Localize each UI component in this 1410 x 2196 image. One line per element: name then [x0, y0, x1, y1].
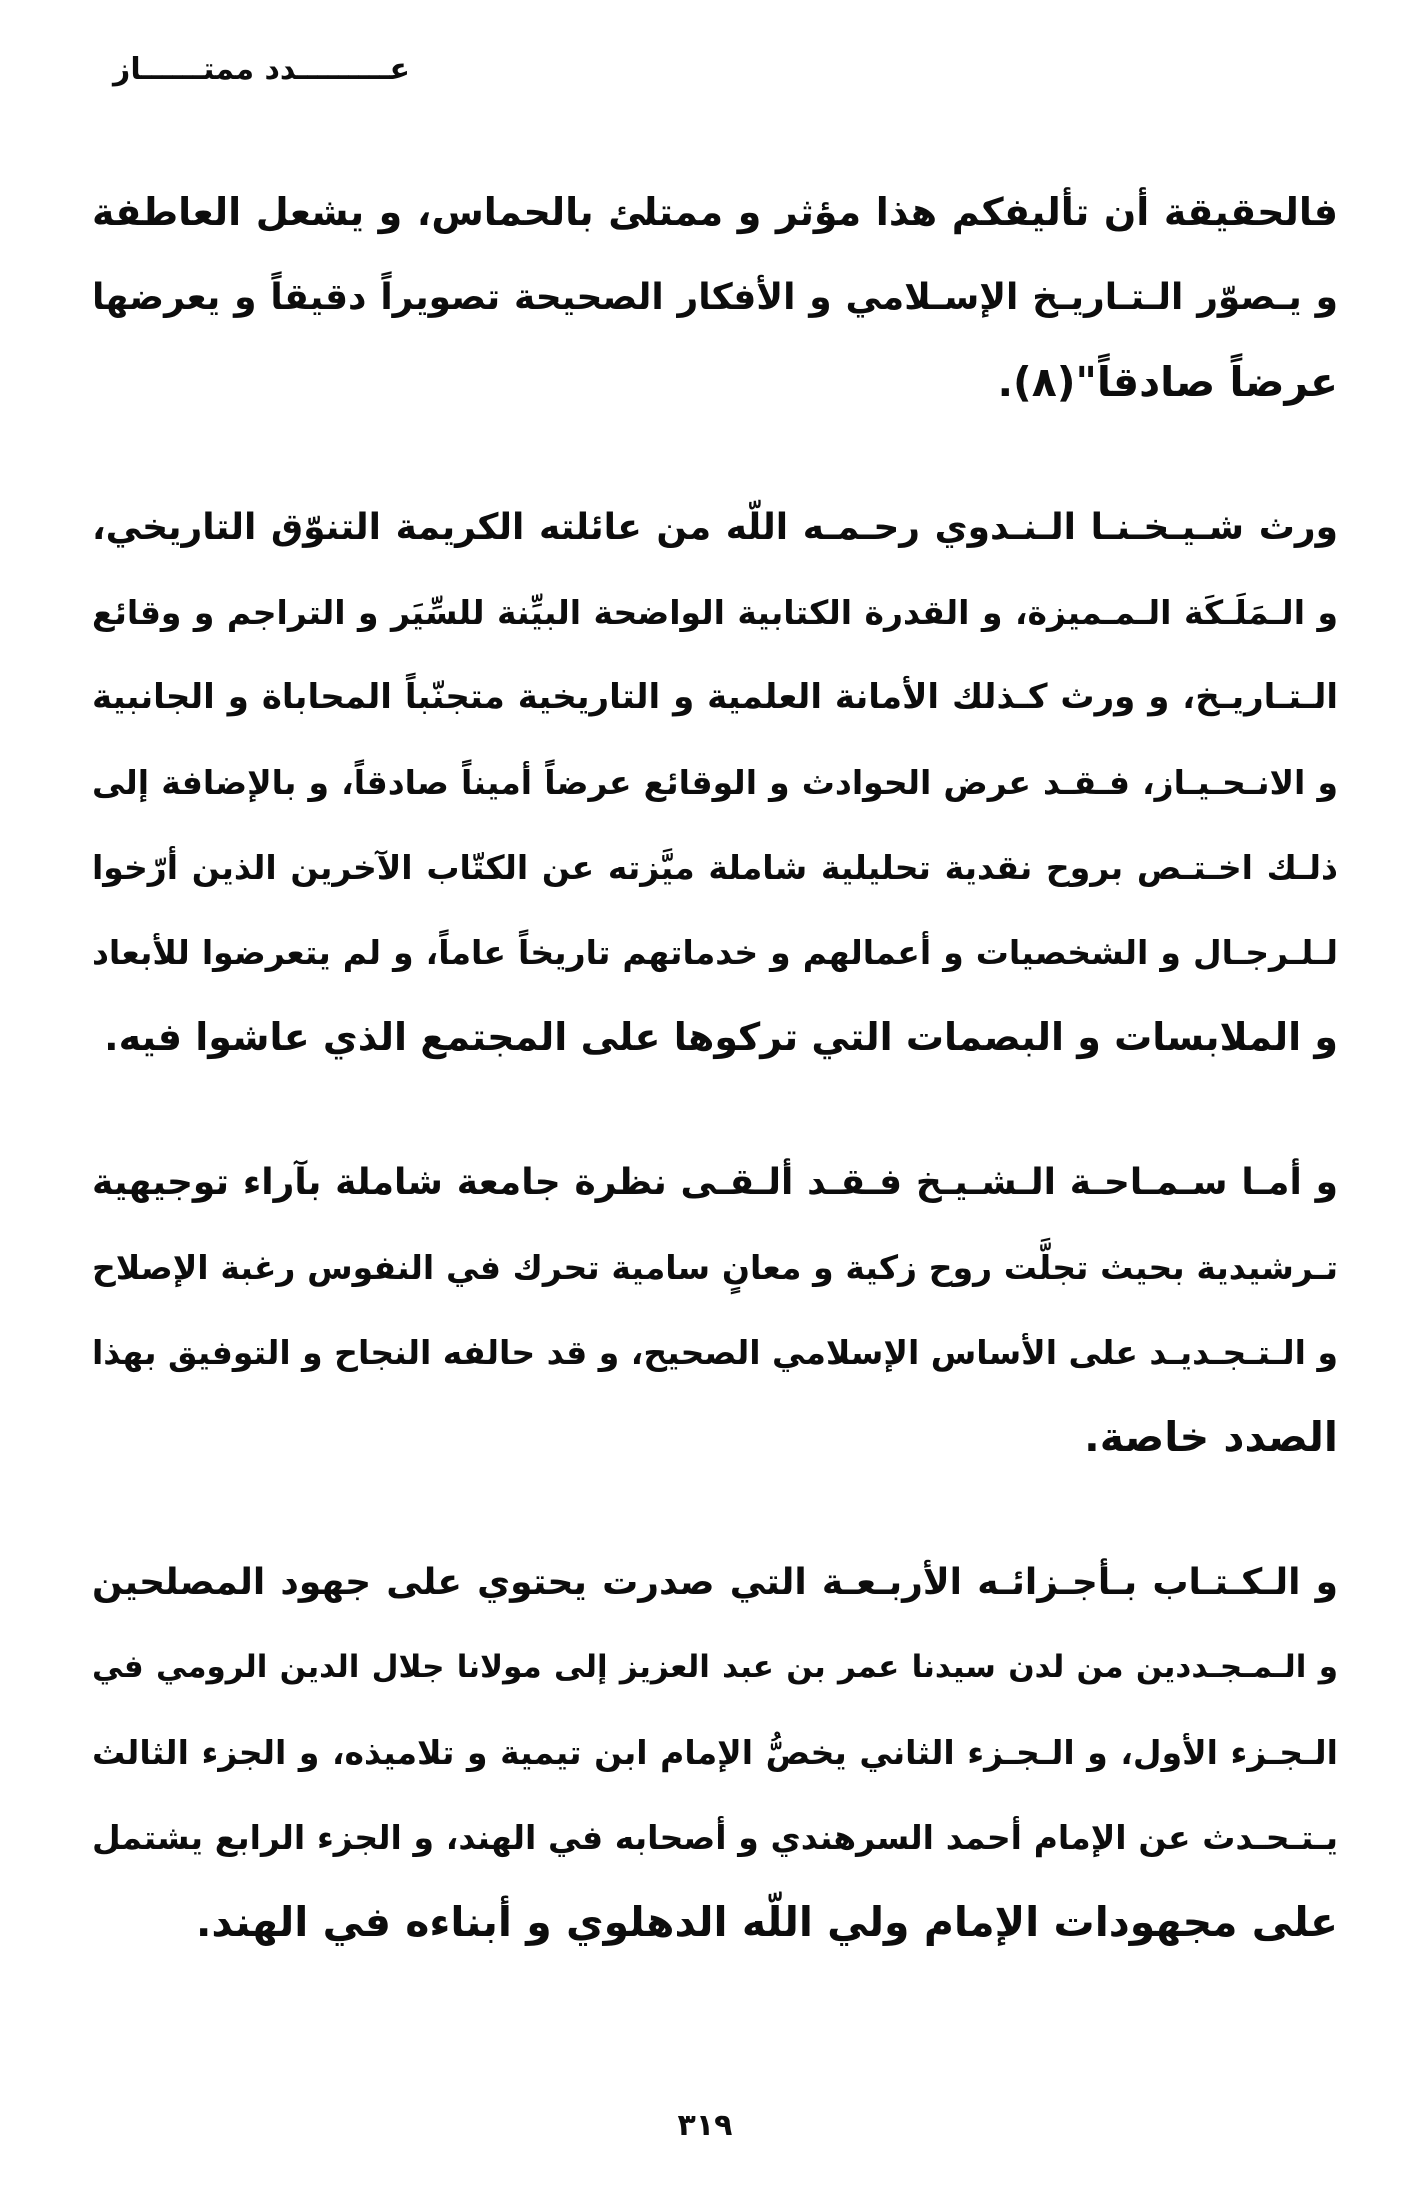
text-line: و الانـحـيـاز، فـقـد عرض الحوادث و الوقائع عرضاً أميناً صادقاً، و بالإضافة إلى	[92, 763, 1338, 802]
text-line: عرضاً صادقاً"(٨).	[997, 358, 1338, 406]
text-line: تـرشيدية بحيث تجلَّت روح زكية و معانٍ سامية تحرك في النفوس رغبة الإصلاح	[92, 1248, 1338, 1287]
page-number: ٣١٩	[677, 2108, 733, 2143]
text-line: الصدد خاصة.	[1084, 1413, 1338, 1461]
text-line: ذلـك اخـتـص بروح نقدية تحليلية شاملة ميَّزته عن الكتّاب الآخرين الذين أرّخوا	[92, 848, 1338, 887]
text-line: و الملابسات و البصمات التي تركوها على المجتمع الذي عاشوا فيه.	[104, 1015, 1338, 1059]
text-line: فالحقيقة أن تأليفكم هذا مؤثر و ممتلئ بالحماس، و يشعل العاطفة	[92, 190, 1338, 234]
text-line: يـتـحـدث عن الإمام أحمد السرهندي و أصحابه في الهند، و الجزء الرابع يشتمل	[92, 1818, 1338, 1857]
paragraph-1	[92, 170, 1338, 425]
text-line: و يـصوّر الـتـاريـخ الإسـلامي و الأفكار الصحيحة تصويراً دقيقاً و يعرضها	[92, 277, 1338, 318]
text-line: الـجـزء الأول، و الـجـزء الثاني يخصُّ الإمام ابن تيمية و تلاميذه، و الجزء الثالث	[92, 1733, 1338, 1772]
body-text	[92, 170, 1338, 2025]
paragraph-2	[92, 485, 1338, 1080]
running-header: عـــــــــدد ممتــــــاز	[113, 52, 410, 87]
text-line: و الـتـجـديـد على الأساس الإسلامي الصحيح، و قد حالفه النجاح و التوفيق بهذا	[91, 1333, 1338, 1372]
text-line: لـلـرجـال و الشخصيات و أعمالهم و خدماتهم تاريخاً عاماً، و لم يتعرضوا للأبعاد	[92, 933, 1338, 972]
text-line: و الـمَلَـكَة الـمـميزة، و القدرة الكتابية الواضحة البيِّنة للسِّيَر و التراجم و وقائع	[92, 593, 1338, 632]
text-line: ورث شـيـخـنـا الـنـدوي رحـمـه اللّه من عائلته الكريمة التنوّق التاريخي،	[92, 507, 1338, 548]
text-line: و الـمـجـددين من لدن سيدنا عمر بن عبد العزيز إلى مولانا جلال الدين الرومي في	[92, 1649, 1338, 1685]
text-line: و أمـا سـمـاحـة الـشـيـخ فـقـد ألـقـى نظرة جامعة شاملة بآراء توجيهية	[92, 1162, 1338, 1203]
text-line: و الـكـتـاب بـأجـزائـه الأربـعـة التي صدرت يحتوي على جهود المصلحين	[92, 1562, 1338, 1603]
text-line: على مجهودات الإمام ولي اللّه الدهلوي و أبناءه في الهند.	[195, 1898, 1338, 1946]
text-line: الـتـاريـخ، و ورث كـذلك الأمانة العلمية و التاريخية متجنّباً المحاباة و الجانبية	[92, 677, 1338, 717]
paragraph-3	[92, 1140, 1338, 1480]
paragraph-4	[92, 1540, 1338, 1965]
